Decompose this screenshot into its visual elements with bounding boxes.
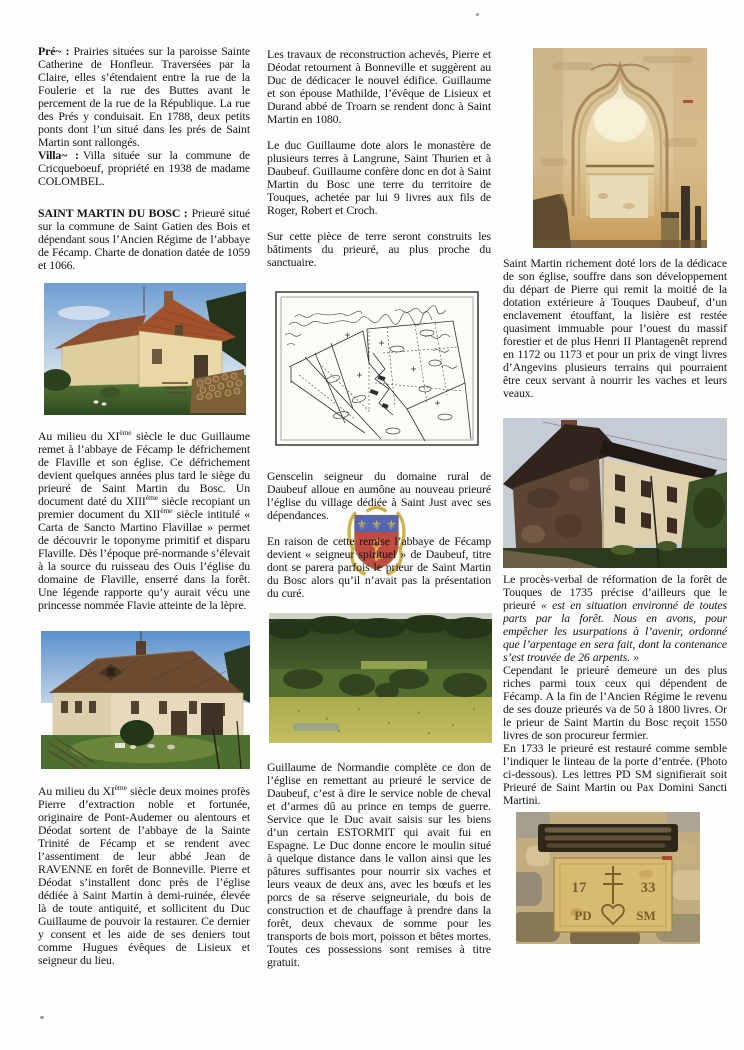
entry-pre	[38, 45, 250, 149]
scan-artifact	[476, 13, 479, 16]
photo-priory-farmhouse	[41, 631, 250, 769]
paragraph-piece-de-terre: Sur cette pièce de terre seront construits les bâtiments du prieuré, au plus proche du sanctuaire.	[267, 229, 491, 269]
paragraph-remise: En raison de cette remise l’abbaye de Fécamp devient « seigneur spirituel » de Daubeuf, titre dont se parera parfois le prieur de Saint Martin du Bosc alors qu’il n’avait pas la présentation du curé.	[267, 534, 491, 600]
proces-quote: « est en situation environné de toutes parts par la forêt. Nous en avons, pour empêcher les usurpations à l’avenir, ordonné que l’arpentage en sera fait, dont la contenance s’est trouvée de 26 arpents. »	[503, 598, 727, 664]
entry-pre-text: Prairies situées sur la paroisse Sainte Catherine de Honfleur. Traversées par la Claire, elles s’étendaient entre la rue de la Foulerie et la rue des Buttes avant le percement de la rue de la République. La rue des Prés y conduisait. En 1788, deux petits ponts dont l’un situé dans les prés de Saint Martin sont rallongés.	[38, 44, 250, 149]
paragraph-saint-martin-du-bosc	[38, 207, 250, 272]
flaville-text-2: siècle le duc Guillaume remet à l’abbaye de Fécamp le défrichement de Flaville et son église. Ce défrichement devient quelques années plus tard le siège du prieuré de Saint Martin du Bosc. Un document daté du XIII	[38, 429, 250, 508]
scan-artifact	[40, 1016, 44, 1019]
paragraph-proces-verbal-block	[503, 573, 727, 807]
moines-sup-1: ème	[114, 783, 127, 793]
flaville-sup-2: ème	[145, 493, 158, 503]
fleur-de-lis-icon: ⚜	[356, 518, 368, 533]
paragraph-travaux: Les travaux de reconstruction achevés, Pierre et Déodat retournent à Bonneville et suggèrent au Duc de dédicacer le nouvel édifice. Guillaume et son épouse Mathilde, l’évêque de Lisieux et Durand abbé de Troarn se rendent donc à Saint Martin en 1080.	[267, 47, 491, 126]
paragraph-genscelin: Genscelin seigneur du domaine rural de Daubeuf alloue en aumône au nouveau prieuré l’église du village dédiée à Saint Just avec ses dépendances.	[267, 469, 491, 522]
photo-gothic-niche	[533, 48, 707, 248]
flaville-sup-3: ème	[160, 506, 173, 516]
fleur-de-lis-icon: ⚜	[371, 518, 382, 533]
moines-text-1: Au milieu du XI	[38, 784, 115, 798]
fleur-de-lis-icon: ⚜	[385, 518, 397, 533]
proces-lead: Le procès-verbal de réformation de la forêt de Touques de 1735 précise d’ailleurs que le prieuré	[503, 572, 727, 612]
flaville-text-3: siècle recopiant un premier document du XII	[38, 494, 250, 521]
flaville-text-1: Au milieu du XI	[38, 429, 120, 443]
paragraph-1733: En 1733 le prieuré est restauré comme semble l’indiquer le linteau de la porte d’entrée. (Photo ci-dessous). Les lettres PD SM signifierait soit Prieuré de Saint Martin ou Pax Domini Sancti Martini.	[503, 741, 727, 807]
photo-priory-house-red-roof	[44, 283, 246, 415]
flaville-text-4: siècle intitulé « Carta de Sancto Martino Flavillae » permet de découvrir le toponyme primitif et disparu Flaville. Dès l’époque pré-normande s’élevait à la source du ruisseau des Ouis l’église du domaine de Flaville, enserré dans la forêt. Une légende rapporte qu’y aurait vécu une princesse nommée Flavie atteinte de la lèpre.	[38, 507, 250, 612]
entry-villa-text: Villa située sur la commune de Cricqueboeuf, propriété en 1938 de madame COLOMBEL.	[38, 148, 250, 188]
paragraph-proces-verbal	[503, 573, 727, 664]
moines-text-2: siècle deux moines profès Pierre d’extraction noble et fortunée, originaire de Pont-Audemer ou alentours et Déodat sortent de l’abbaye de la Sainte Trinité de Fécamp et se rendent avec l’assentiment de leur abbé Jean de RAVENNE en forêt de Bonneville. Pierre et Déodat s’installent donc près de l’église dédiée à Saint Martin à demi-ruinée, élevée là de toute antiquité, et sollicitent du Duc Guillaume de pouvoir la restaurer. Ce dernier y consent et les aide de ses deniers tout comme Hugues évêques de Lisieux et seigneur du lieu.	[38, 784, 250, 967]
paragraph-cependant: Cependant le prieuré demeure un des plus riches parmi toux ceux qui dépendent de Fécamp. A la fin de l’Ancien Régime le revenu de ses douze prieurés va de 50 à 1800 livres. Or le prieur de Saint Martin du Bosc reçoit 1550 livres de son procureur fermier.	[503, 663, 727, 742]
flaville-sup-1: ème	[119, 428, 132, 438]
lintel-year-right: 33	[640, 880, 656, 896]
entry-villa-lead: Villa~ :	[38, 148, 79, 162]
photo-carved-lintel	[516, 812, 700, 944]
lintel-letters-right: SM	[636, 908, 656, 923]
lintel-letters-left: PD	[574, 908, 592, 923]
paragraph-dote: Le duc Guillaume dote alors le monastère de plusieurs terres à Langrune, Saint Thurien et à Daubeuf. Guillaume confère donc en dot à Saint Martin du Bosc une terre du territoire de Touques, achetée par lui 9 livres aux fils de Roger, Robert et Croch.	[267, 138, 491, 217]
cadastral-map-image	[275, 291, 479, 446]
paragraph-guillaume-normandie: Guillaume de Normandie complète ce don de l’église en remettant au prieuré le service de Daubeuf, c’est à dire le service noble de cheval et d’armes dû au prince en temps de guerre. Service que le Duc avait saisis sur les biens d’un certain ESTORMIT qui avait fui en Espagne. Le Duc donne encore le moulin situé à quelque distance dans le vallon ainsi que les pâtures suffisantes pour nourrir six vaches et leurs veaux de deux ans, avec les bœufs et les porcs de sa réserve seigneuriale, du bois de construction et de chauffage à prendre dans la forêt, deux chevaux de somme pour les transports de bois mort, poisson et bêtes mortes. Toutes ces possessions sont remises à titre gratuit.	[267, 760, 491, 969]
entry-villa	[38, 149, 250, 188]
paragraph-flaville	[38, 430, 250, 612]
paragraph-pre-villa	[38, 45, 250, 188]
photo-meadow-forest	[269, 613, 492, 743]
entry-smdb-lead: SAINT MARTIN DU BOSC :	[38, 206, 188, 220]
paragraph-moines	[38, 785, 250, 967]
lintel-year-left: 17	[571, 880, 587, 896]
photo-old-house-dark-roof	[503, 418, 727, 568]
entry-smdb-text: Prieuré situé sur la commune de Saint Gatien des Bois et dépendant sous l’Ancien Régime de l’abbaye de Fécamp. Charte de donation datée de 1059 et 1066.	[38, 206, 250, 272]
entry-pre-lead: Pré~ :	[38, 44, 70, 58]
paragraph-dedicace: Saint Martin richement doté lors de la dédicace de son église, souffre dans son développement du départ de Pierre qui remit la moitié de la dotation extérieure à Touques Daubeuf, d’un enclavement étouffant, la lisière est restée quasiment immuable pour l’ouest du massif forestier et de plus Henri II Plantagenêt reprend en 1172 ou 1173 et pour un prix de vingt livres d’Angevins plusieurs terrains qui pourraient être ceux servant à nourrir les vaches et leurs veaux.	[503, 256, 727, 400]
